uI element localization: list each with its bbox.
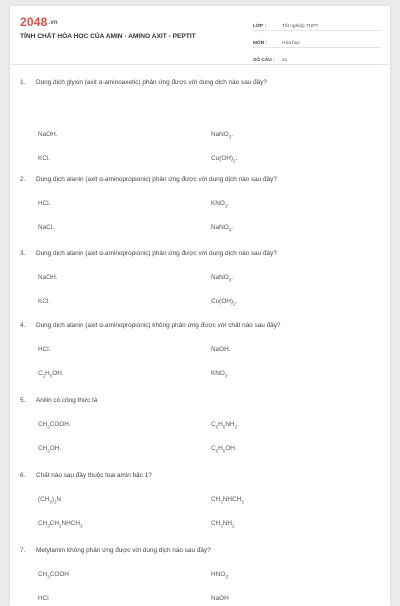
meta-row-count [253,50,381,65]
question-text [20,547,380,554]
meta-value: 41 [282,58,288,63]
question-body: Anilin có công thức là [36,397,98,404]
meta-label: MÔN : [253,41,268,46]
logo-text: 2048 [20,15,48,29]
meta-row-subject [253,33,381,48]
answer-option[interactable]: $Cu(OH)_2$. [211,155,238,164]
question-body: Chất nào sau đây thuộc loại amin bậc 1? [36,472,152,479]
site-logo[interactable] [20,15,58,29]
question-text [20,79,380,86]
answer-option[interactable]: $CH_3COOH$. [38,421,71,430]
answer-option[interactable]: KCl. [38,155,51,162]
question-number: 5. [20,397,26,404]
answer-option[interactable]: $CH_3OH$. [38,445,62,454]
question-body: Dung dịch glyxin (axit α-aminoaxetic) phản ứng được với dung dịch nào sau đây? [36,79,267,86]
answer-option[interactable]: $C_6H_5OH$. [211,445,237,454]
question-number: 2. [20,176,26,183]
meta-value: Tốt nghiệp THPT [282,24,319,29]
question-text [20,472,380,479]
answer-option[interactable]: $CH_3NHCH_3$ [211,496,244,505]
question-number: 4. [20,322,26,329]
answer-option[interactable]: $C_2H_5OH$. [38,370,64,379]
answer-option[interactable]: $CH_3CH_2NHCH_3$ [38,520,83,529]
answer-option[interactable]: HCl. [38,346,51,353]
answer-option[interactable]: NaOH. [211,346,231,353]
answer-option[interactable]: $(CH_3)_3N$ [38,496,62,505]
question-text [20,176,380,183]
meta-value: Hóa học [282,41,300,46]
answer-option[interactable]: $KNO_3$. [211,370,230,379]
document-meta [253,16,381,67]
answer-option[interactable]: NaNO$_3$. [211,131,234,140]
answer-option[interactable]: NaOH. [38,274,58,281]
answer-option[interactable]: HCl. [38,200,51,207]
answer-option[interactable]: NaOH [211,595,229,602]
answer-option[interactable]: $CH_3COOH$ [38,571,69,580]
answer-option[interactable]: $CH_3NH_2$ [211,520,235,529]
question-text [20,397,380,404]
question-number: 3. [20,250,26,257]
meta-row-class [253,16,381,31]
logo-suffix: .vn [48,19,58,26]
answer-option[interactable]: NaOH. [38,131,58,138]
question-body: Dung dịch alanin (axit α-aminopropionic) phản ứng được với dung dịch nào sau đây? [36,250,277,257]
meta-label: SỐ CÂU : [253,58,275,63]
meta-label: LỚP : [253,24,267,29]
answer-option[interactable]: $C_6H_5NH_2$. [211,421,239,430]
question-body: Dung dịch alanin (axit α-aminopropionic) phản ứng được với dung dịch nào sau đây? [36,176,277,183]
answer-option[interactable]: NaCl. [38,224,54,231]
question-number: 7. [20,547,26,554]
document-page [10,6,390,606]
question-number: 6. [20,472,26,479]
question-text [20,250,380,257]
document-title: TÍNH CHẤT HÓA HỌC CỦA AMIN - AMINO AXIT - PEPTIT [20,33,196,40]
answer-option[interactable]: $Cu(OH)_2$. [211,298,238,307]
question-number: 1. [20,79,26,86]
answer-option[interactable]: NaNO$_3$. [211,224,234,233]
answer-option[interactable]: NaNO$_3$. [211,274,234,283]
answer-option[interactable]: HCl [38,595,49,602]
question-body: Dung dịch alanin (axit α-aminopropionic) không phản ứng được với chất nào sau đây? [36,322,281,329]
answer-option[interactable]: $KNO_3$. [211,200,230,209]
question-text [20,322,380,329]
answer-option[interactable]: $HNO_3$. [211,571,230,580]
question-body: Metylamin không phản ứng được với dung dịch nào sau đây? [36,547,211,554]
answer-option[interactable]: KCl. [38,298,51,305]
document-header [10,6,390,65]
